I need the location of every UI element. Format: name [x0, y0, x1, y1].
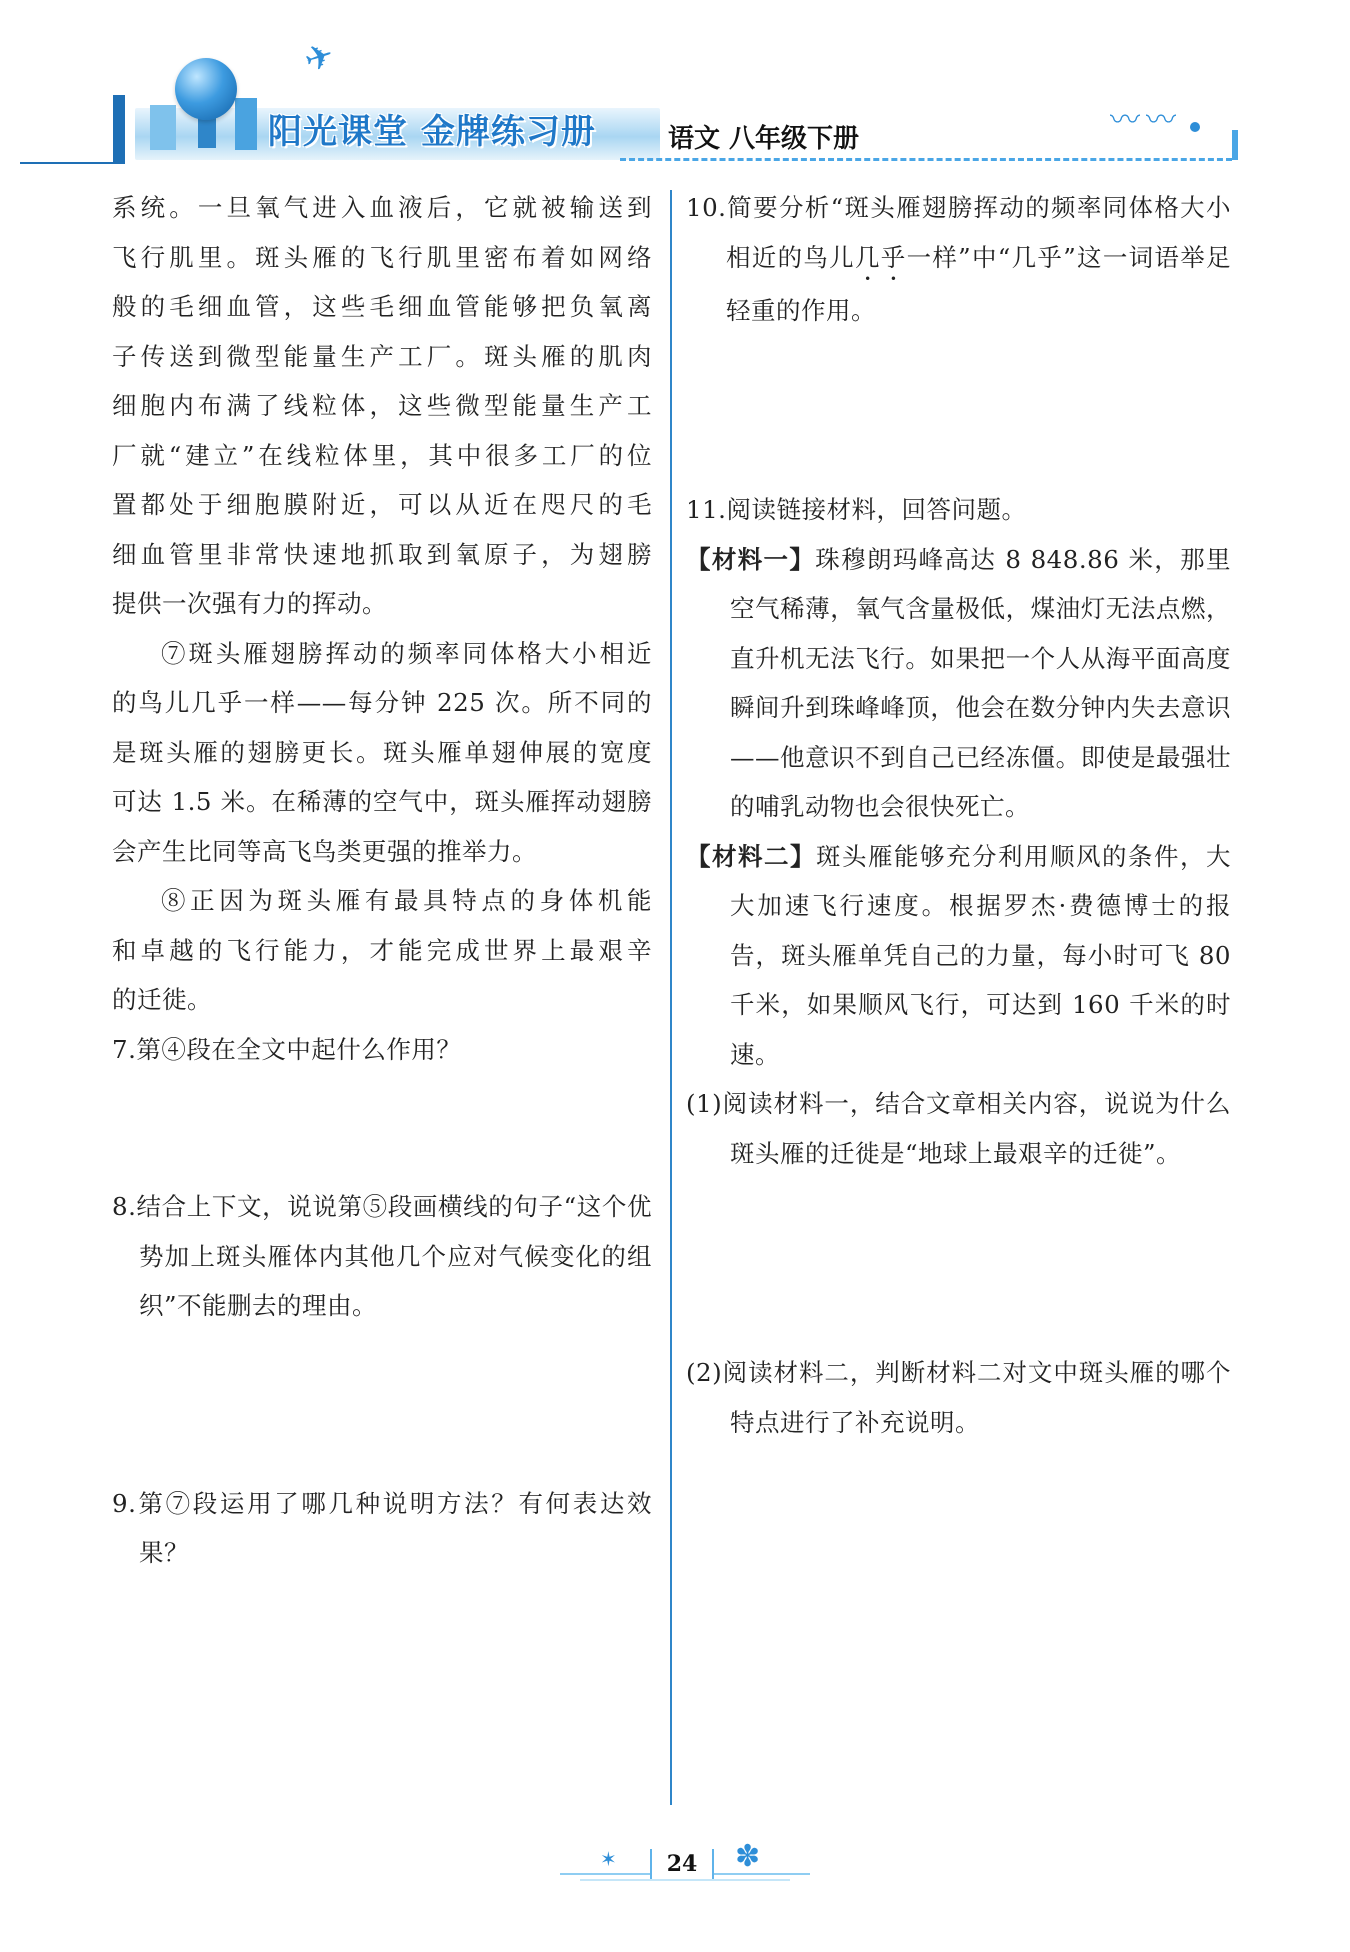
text-line: 置都处于细胞膜附近，可以从近在咫尺的毛: [112, 490, 652, 519]
paragraph-7-line: 可达 1.5 米。在稀薄的空气中，斑头雁挥动翅膀: [112, 787, 652, 816]
material-2-text: 斑头雁能够充分利用顺风的条件，大大加速飞行速度。根据罗杰·费德博士的报告，斑头雁单凭自己的力量，每小时可飞 80 千米，如果顺风飞行，可达到 160 千米的时速。: [730, 841, 1231, 1069]
header-side-block: [113, 95, 125, 163]
question-10-pre: 10.简要分析“斑头雁翅膀挥动的频率同体格大小相近的鸟儿: [686, 193, 1231, 272]
text-line: 厂就“建立”在线粒体里，其中很多工厂的位: [112, 440, 652, 470]
page-footer: [560, 1839, 810, 1890]
text-line: 细血管里非常快速地抓取到氧原子，为翅膀: [112, 539, 652, 569]
page-header: [0, 0, 1350, 175]
material-1-tag: 【材料一】: [686, 544, 816, 574]
answer-space-10[interactable]: [686, 335, 1231, 485]
globe-stand: [198, 118, 216, 148]
paragraph-8-line: 的迁徙。: [112, 985, 212, 1014]
globe-icon: [175, 58, 237, 120]
text-line: 般的毛细血管，这些毛细血管能够把负氧离: [112, 292, 652, 321]
material-2: [686, 832, 1231, 1080]
page-number: 24: [650, 1849, 714, 1879]
question-10: [686, 183, 1231, 335]
answer-space-8[interactable]: [112, 1331, 652, 1479]
paragraph-8-line: 和卓越的飞行能力，才能完成世界上最艰辛: [112, 935, 652, 965]
sub-question-1: (1)阅读材料一，结合文章相关内容，说说为什么斑头雁的迁徙是“地球上最艰辛的迁徙”。: [686, 1089, 1231, 1168]
decor-block: [150, 105, 176, 150]
palm-icon: ✽: [735, 1839, 761, 1874]
paragraph-7-line: 会产生比同等高飞鸟类更强的推举力。: [112, 836, 537, 866]
paragraph-7-line: ⑦斑头雁翅膀挥动的频率同体格大小相近: [161, 638, 652, 668]
header-rule: [20, 162, 125, 164]
question-8: 8.结合上下文，说说第⑤段画横线的句子“这个优势加上斑头雁体内其他几个应对气候变化的组织”不能删去的理由。: [112, 1192, 652, 1320]
header-right-bracket: [1232, 130, 1238, 160]
left-column: [112, 183, 652, 1578]
column-divider: [670, 190, 672, 1805]
line-end-dot: [1190, 122, 1200, 132]
star-icon: ✶: [600, 1847, 617, 1871]
material-1-text: 珠穆朗玛峰高达 8 848.86 米，那里空气稀薄，氧气含量极低，煤油灯无法点燃，直升机无法飞行。如果把一个人从海平面高度瞬间升到珠峰峰顶，他会在数分钟内失去意识——他意识不到自己已经冻僵。即使是最强壮的哺乳动物也会很快死亡。: [730, 544, 1232, 821]
decor-block: [235, 98, 257, 150]
emphasized-word: 几乎: [854, 242, 907, 272]
answer-space-11-1[interactable]: [686, 1178, 1231, 1348]
question-7: 7.第④段在全文中起什么作用？: [112, 1034, 462, 1064]
text-line: 提供一次强有力的挥动。: [112, 589, 387, 618]
paper-plane-icon: ✈: [299, 34, 339, 82]
series-title: 阳光课堂 金牌练习册: [268, 112, 596, 152]
material-1: [686, 535, 1231, 832]
question-10-post: 一样”中“几乎”这一词语举足轻重的作用。: [726, 242, 1232, 325]
text-line: 子传送到微型能量生产工厂。斑头雁的肌肉: [112, 341, 652, 371]
question-11: 11.阅读链接材料，回答问题。: [686, 495, 1027, 524]
right-column: [686, 183, 1231, 1447]
text-line: 系统。一旦氧气进入血液后，它就被输送到: [112, 193, 652, 222]
birds-icon: 〰〰: [1110, 103, 1182, 138]
text-line: 飞行肌里。斑头雁的飞行肌里密布着如网络: [112, 242, 652, 272]
material-2-tag: 【材料二】: [686, 841, 816, 871]
subject-grade: 语文 八年级下册: [668, 124, 860, 154]
question-9: 9.第⑦段运用了哪几种说明方法？有何表达效果？: [112, 1488, 652, 1567]
answer-space-7[interactable]: [112, 1074, 652, 1182]
text-line: 细胞内布满了线粒体，这些微型能量生产工: [112, 391, 652, 420]
paragraph-8-line: ⑧正因为斑头雁有最具特点的身体机能: [161, 886, 652, 915]
paragraph-7-line: 的鸟儿几乎一样——每分钟 225 次。所不同的: [112, 688, 652, 717]
header-dashed-line: [620, 158, 1232, 161]
sub-question-2: (2)阅读材料二，判断材料二对文中斑头雁的哪个特点进行了补充说明。: [686, 1358, 1231, 1437]
footer-line: [580, 1879, 790, 1881]
paragraph-7-line: 是斑头雁的翅膀更长。斑头雁单翅伸展的宽度: [112, 737, 652, 767]
